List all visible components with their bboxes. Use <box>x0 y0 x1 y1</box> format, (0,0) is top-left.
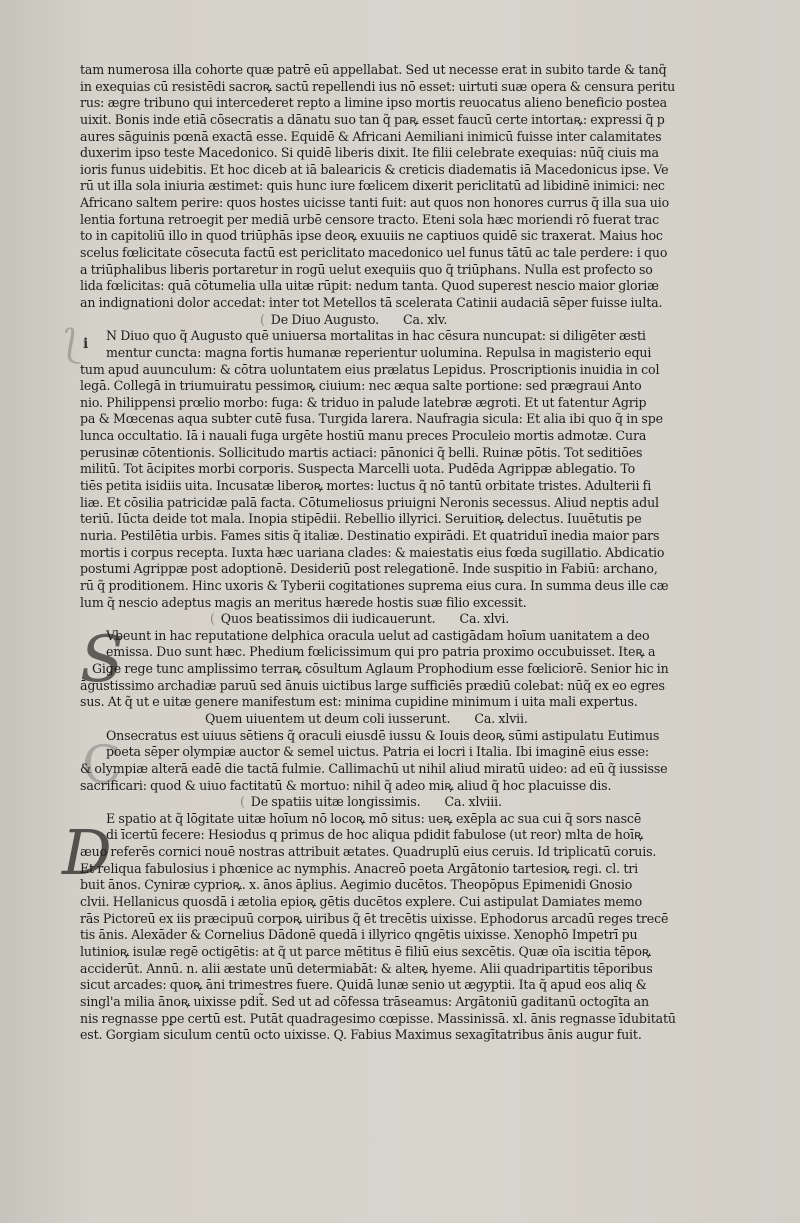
text-line: sus. At q̃ ut e uitæ genere manifestum est: minima cupidine minimum i uita mali expertus. <box>80 694 638 710</box>
heading-title: Quos beatissimos dii iudicauerunt. <box>220 611 436 627</box>
initial-letter-s: S <box>80 623 124 697</box>
text-line: pa & Mœcenas aqua subter cutē fusa. Turgida larera. Naufragia sicula: Et alia ibi quo q̃ in spe <box>80 411 663 427</box>
text-line: ioris funus uidebitis. Et hoc diceb at iā balearicis & creticis diadematis iā Macedonicus ipse. Ve <box>80 161 669 177</box>
text-line: lunca occultatio. Iā i nauali fuga urgēte hostiū manu preces Proculeio mortis admotæ. Cura <box>80 428 647 444</box>
text-line: poeta sēper olympiæ auctor & semel uictus. Patria ei locri i Italia. Ibi imaginē eius esse: <box>106 744 650 760</box>
pilcrow-mark: ( <box>240 794 245 810</box>
chapter-heading-xlvii <box>80 711 660 728</box>
text-line: æuo referēs cornici nouē nostras attribuit ætates. Quadruplū eius ceruis. Id triplicatū coruis. <box>80 844 657 860</box>
chapter-heading-xlviii <box>80 794 660 811</box>
text-line: singl'a milia ānoꝶ uixisse pdit̃. Sed ut ad cōfessa trāseamus: Argātoniū gaditanū octogīta an <box>80 993 649 1009</box>
text-line: est. Gorgiam siculum centū octo uixisse. Q. Fabius Maximus sexagītatribus ānis augur fuit. <box>80 1027 642 1043</box>
text-line: legā. Collegā in triumuiratu pessimoꝶ ciuium: nec æqua salte portione: sed prægraui Anto <box>80 378 642 394</box>
text-line: lum q̃ nescio adeptus magis an meritus hærede hostis suæ filio excessit. <box>80 594 527 610</box>
text-line: Africano saltem perire: quos hostes uicisse tanti fuit: aut quos non honores currus q̃ illa sua uio <box>80 195 670 211</box>
chapter-number: Ca. xlviii. <box>444 794 502 810</box>
paragraph-4 <box>80 727 668 795</box>
initial-letter-d: D <box>62 816 112 889</box>
text-line: N Diuo quo q̃ Augusto quē uniuersa mortalitas in hac cēsura nuncupat: si diligēter æsti <box>106 328 646 344</box>
text-line: Et reliqua fabulosius i phœnice ac nymphis. Anacreō poeta Argātonio tartesioꝶ regi. cl. tri <box>80 860 639 876</box>
text-line: mentur cuncta: magna fortis humanæ reperientur uolumina. Repulsa in magisterio equi <box>106 344 652 360</box>
text-line: Onsecratus est uiuus sētiens q̃ oraculi eiusdē iussu & Iouis deoꝶ sūmi astipulatu Eutimus <box>106 727 660 743</box>
text-line: nis regnasse pꝑe certū est. Putāt quadragesimo cœpisse. Massinissā. xl. ānis regnasse īdubitatū <box>80 1010 676 1026</box>
text-line: in exequias cū resistēdi sacroꝶ sactū repellendi ius nō esset: uirtuti suæ opera & censura peritu <box>80 78 676 94</box>
text-block <box>80 62 676 1044</box>
text-line: duxerim ipso teste Macedonico. Si quidē liberis dixit. Ite filii celebrate exequias: nūq̃ ciuis ma <box>80 145 659 161</box>
text-line: & olympiæ alterā eadē die tactā fulmie. Callimachū ut nihil aliud miratū uideo: ad eū q̃ iussisse <box>80 760 668 776</box>
text-line: di īcertū fecere: Hesiodus q primus de hoc aliqua pdidit fabulose (ut reor) mlta de hoīꝶ <box>106 827 644 843</box>
paragraph-5 <box>80 810 676 1044</box>
text-line: tum apud auunculum: & cōtra uoluntatem eius prælatus Lepidus. Proscriptionis inuidia in col <box>80 361 660 377</box>
chapter-number: Ca. xlvii. <box>474 710 528 726</box>
text-line: sacrificari: quod & uiuo factitatū & mortuo: nihil q̃ adeo miꝶ aliud q̃ hoc placuisse dis. <box>80 777 612 793</box>
text-line: postumi Agrippæ post adoptionē. Desideriū post relegationē. Inde suspitio in Fabiū: archano, <box>80 561 658 577</box>
paragraph-3 <box>80 623 669 711</box>
text-line: nio. Philippensi prœlio morbo: fuga: & triduo in palude latebræ ægroti. Et ut fatentur Agrip <box>80 394 647 410</box>
text-line: militū. Tot ācipites morbi corporis. Suspecta Marcelli uota. Pudēda Agrippæ ablegatio. To <box>80 461 636 477</box>
heading-title: De Diuo Augusto. <box>270 311 380 327</box>
text-line: to in capitoliū illo in quod triūphās ipse deoꝶ exuuiis ne captiuos quidē sic traxerat. Maius hoc <box>80 228 663 244</box>
text-line: aures sāguinis pœnā exactā esse. Equidē & Africani Aemiliani inimicū fuisse inter calamitates <box>80 128 662 144</box>
heading-title: De spatiis uitæ longissimis. <box>250 794 421 810</box>
pilcrow-mark: ( <box>210 611 215 627</box>
text-line: teriū. Iūcta deide tot mala. Inopia stipēdii. Rebellio illyrici. Seruitioꝶ delectus. Iuuētutis pe <box>80 511 642 527</box>
text-line: acciderūt. Annū. n. alii æstate unū determiabāt: & alteꝶ hyeme. Alii quadripartitis tēporibus <box>80 960 653 976</box>
text-line: lida fœlicitas: quā cōtumelia ulla uitæ rūpit: nedum tanta. Quod superest nescio maior gloriæ <box>80 278 659 294</box>
text-line: Vbeunt in hac reputatione delphica oracula uelut ad castigādam hoīum uanitatem a deo <box>106 627 650 643</box>
text-line: rās Pictoreū ex iis præcipuū corpoꝶ uiribus q̃ ēt trecētis uixisse. Ephodorus arcadū reges trecē <box>80 910 669 926</box>
text-line: rū q̃ proditionem. Hinc uxoris & Tyberii cogitationes suprema eius cura. In summa deus ille cæ <box>80 577 669 593</box>
paragraph-1 <box>80 62 676 312</box>
text-line: rū ut illa sola iniuria æstimet: quis hunc iure fœlicem dixerit periclitatū ad libidinē inimici: nec <box>80 178 665 194</box>
text-line: nuria. Pestilētia urbis. Fames sitis q̃ italiæ. Destinatio expirādi. Et quatriduī inedia maior pars <box>80 527 660 543</box>
text-line: clvii. Hellanicus quosdā i ætolia epioꝶ gētis ducētos explere. Cui astipulat Damiates memo <box>80 894 643 910</box>
heading-title: Quem uiuentem ut deum coli iusserunt. <box>205 710 451 726</box>
text-line: a triūphalibus liberis portaretur in rogū uelut exequiis quo q̃ triūphans. Nulla est profecto so <box>80 261 653 277</box>
text-line: perusinæ cōtentionis. Sollicitudo martis actiaci: pānonici q̃ belli. Ruinæ pōtis. Tot seditiōes <box>80 444 643 460</box>
text-line: uixit. Bonis inde etiā cōsecratis a dānatu suo tan q̃ paꝶ esset faucū certe intortaꝶ: expressi q̃ p <box>80 111 665 127</box>
text-line: āgustissimo archadiæ paruū sed ānuis uictibus large sufficiēs prædiū colebat: nūq̃ ex eo egres <box>80 677 665 693</box>
chapter-number: Ca. xlvi. <box>459 611 510 627</box>
initial-letter-c: C <box>82 736 122 796</box>
text-line: sicut arcades: quoꝶ āni trimestres fuere. Quidā lunæ senio ut ægyptii. Ita q̃ apud eos aliq & <box>80 977 647 993</box>
text-line: rus: ægre tribuno qui intercederet repto a limine ipso mortis reuocatus alieno beneficio postea <box>80 95 668 111</box>
text-line: tiēs petita isidiis uita. Incusatæ liberoꝶ mortes: luctus q̃ nō tantū orbitate tristes. Adulterii fi <box>80 478 652 494</box>
pilcrow-mark: ( <box>260 311 265 327</box>
text-line: tam numerosa illa cohorte quæ patrē eū appellabat. Sed ut necesse erat in subito tarde & tanq̃ <box>80 62 667 77</box>
text-line: lutinioꝶ isulæ regē octigētis: at q̃ ut parce mētitus ē filiū eius sexcētis. Quæ oīa iscitia tēpoꝶ <box>80 943 652 959</box>
text-line: scelus fœlicitate cōsecuta factū est periclitato macedonico uel funus tātū ac tale perdere: i quo <box>80 245 668 261</box>
text-line: mortis i corpus recepta. Iuxta hæc uariana clades: & maiestatis eius fœda sugillatio. Abdicatio <box>80 544 665 560</box>
text-line: E spatio at q̃ lōgitate uitæ hoīum nō locoꝶ mō situs: ueꝶ exēpla ac sua cui q̃ sors nascē <box>106 810 642 826</box>
chapter-heading-xlvi <box>80 611 660 628</box>
guide-letter-i: i <box>83 336 89 352</box>
text-line: lentia fortuna retroegit per mediā urbē censore tracto. Eteni sola hæc moriendi rō fuerat trac <box>80 211 660 227</box>
chapter-heading-xlv <box>80 312 660 329</box>
chapter-number: Ca. xlv. <box>403 311 448 327</box>
text-line: Gige rege tunc amplissimo terraꝶ cōsultum Aglaum Prophodium esse fœliciorē. Senior hic in <box>92 661 669 677</box>
decorative-flourish: ⟅ <box>60 321 83 369</box>
text-line: buit ānos. Cyniræ cyprioꝶ. x. ānos āplius. Aegimio ducētos. Theopōpus Epimenidi Gnosio <box>80 877 633 893</box>
text-line: liæ. Et cōsilia patricidæ palā facta. Cōtumeliosus priuigni Neronis secessus. Aliud neptis adul <box>80 494 659 510</box>
text-line: emissa. Duo sunt hæc. Phedium fœlicissimum qui pro patria proximo occubuisset. Iteꝶ a <box>106 644 656 660</box>
paragraph-2 <box>80 328 669 611</box>
text-line: an indignationi dolor accedat: inter tot Metellos tā scelerata Catinii audaciā sēper fuisse iulta. <box>80 294 663 310</box>
text-line: tis ānis. Alexāder & Cornelius Dādonē quedā i illyrico qngētis uixisse. Xenophō Impetrī pu <box>80 927 638 943</box>
